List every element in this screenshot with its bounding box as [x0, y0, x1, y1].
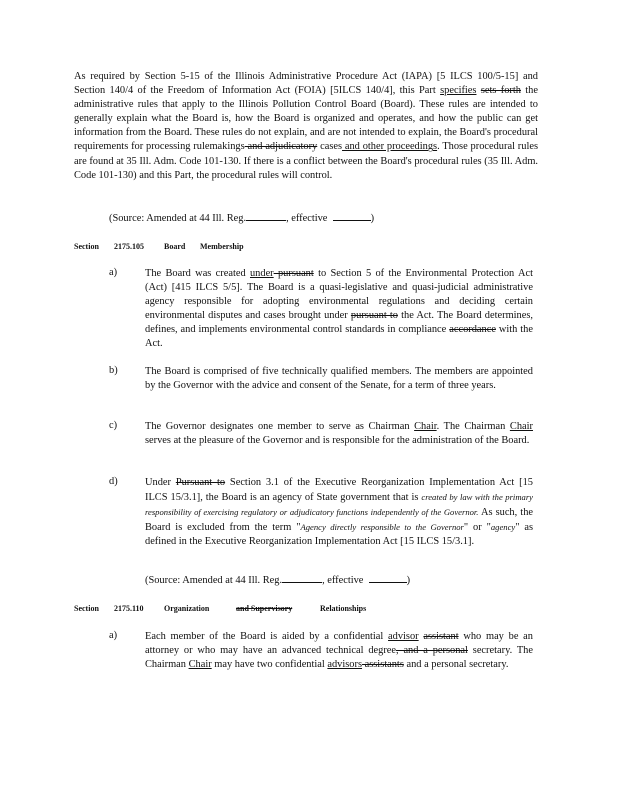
- blank-line: [282, 573, 322, 583]
- statutory-quote: agency: [490, 522, 516, 533]
- deleted-text: pursuant: [273, 268, 314, 279]
- deleted-text: and adjudicatory: [244, 141, 318, 153]
- item-body: The Governor designates one member to serve as Chairman Chair. The Chairman Chair serves at the pleasure of the Governor and is responsible for the administration of the Board.: [145, 421, 533, 447]
- blank-line: [369, 573, 407, 583]
- document-page: As required by Section 5-15 of the Illinois Administrative Procedure Act (IAPA) [5 ILCS 100/5-15] and Section 140/4 of the Freedom of Information Act (FOIA) [5ILCS 140/4], this Part specifies sets forth the administrative rules that apply to the Illinois Pollution Control Board (Board). These rules are intended to generally explain what the Board is, how the Board is organized and operates, and how the public can get information from the Board. These rules do not explain, and are not intended to explain, the Board's procedural requirements for processing rulemakings and adjudicatory cases and other proceedings. Those procedural rules are found at 35 Ill. Adm. Code 101-130. If there is a conflict between the Board's procedural rules (35 Ill. Adm. Code 101-130) and this Part, the procedural rules will control. (Source: Amended at 44 Ill. Reg. , effective ) Section 2175.105 Board Membership a) The Board was created under pursuant to Section 5 of the Environmental Protection Act (Act) [415 ILCS 5/5]. The Board is a quasi-legislative and quasi-judicial administrative agency responsible for adopting environmental regulations and deciding certain environmental disputes and cases brought under pursuant to the Act. The Board determines, defines, and implements environmental control standards in compliance accordance with the Act. b) The Board is comprised of five technically qualified members. The members are appointed by the Governor with the advice and consent of the Senate, for a term of three years. c) The Governor designates one member to serve as Chairman Chair. The Chairman Chair serves at the pleasure of the Governor and is responsible for the administration of the Board. d) Under Pursuant to Section 3.1 of the Executive Reorganization Implementation Act [15 ILCS 15/3.1], the Board is an agency of State government that is created by law with the primary responsibility of exercising regulatory or adjudicatory functions independently of the Governor. As such, the Board is excluded from the term "Agency directly responsible to the Governor" or "agency" as defined in the Executive Reorganization Implementation Act [15 ILCS 15/3.1]. (Source: Amended at 44 Ill. Reg. , effective ) Section 2175.110 Organization and Supervisory Relationships a) Each member of the Board is aided by a confidential advisor assistant who may be an attorney or who may have an advanced technical degree, and a personal secretary. The Chairman Chair may have two confidential advisors assistants and a personal secretary.: [0, 0, 618, 800]
- inserted-text: under: [249, 268, 274, 279]
- source-note: (Source: Amended at 44 Ill. Reg. , effective ): [109, 213, 375, 224]
- inserted-text: Chair: [188, 659, 212, 671]
- item-body: Under Pursuant to Section 3.1 of the Executive Reorganization Implementation Act [15 ILCS 15/3.1], the Board is an agency of State government that is created by law with the primary responsibility of exercising regulatory or adjudicatory functions independently of the Governor. As such, the Board is excluded from the term "Agency directly responsible to the Governor" or "agency" as defined in the Executive Reorganization Implementation Act [15 ILCS 15/3.1].: [145, 477, 534, 548]
- deleted-text: pursuant to: [350, 310, 398, 322]
- item-label: a): [109, 267, 118, 278]
- source-note: (Source: Amended at 44 Ill. Reg. , effective ): [145, 575, 411, 586]
- item-label: a): [109, 630, 118, 641]
- inserted-text: advisors: [327, 659, 363, 671]
- inserted-text: Chair: [509, 421, 533, 432]
- inserted-text: Chair: [414, 421, 437, 432]
- intro-paragraph: As required by Section 5-15 of the Illinois Administrative Procedure Act (IAPA) [5 ILCS 100/5-15] and Section 140/4 of the Freedom of Information Act (FOIA) [5ILCS 140/4], this Part specifies sets forth the administrative rules that apply to the Illinois Pollution Control Board (Board). These rules are intended to generally explain what the Board is, how the Board is organized and operates, and how the public can get information from the Board. These rules do not explain, and are not intended to explain, the Board's procedural requirements for processing rulemakings and adjudicatory cases and other proceedings. Those procedural rules are found at 35 Ill. Adm. Code 101-130. If there is a conflict between the Board's procedural rules (35 Ill. Adm. Code 101-130) and this Part, the procedural rules will control.: [74, 71, 538, 181]
- deleted-text: assistant: [423, 631, 459, 642]
- inserted-text: advisor: [388, 631, 419, 642]
- item-body: The Board was created under pursuant to Section 5 of the Environmental Protection Act (Act) [415 ILCS 5/5]. The Board is a quasi-legislative and quasi-judicial administrative agency responsible for adopting environmental regulations and deciding certain environmental disputes and cases brought under pursuant to the Act. The Board determines, defines, and implements environmental control standards in compliance accordance with the Act.: [145, 268, 533, 350]
- inserted-text: specifies: [440, 85, 477, 97]
- statutory-quote: created by law with the primary responsibility of exercising regulatory or adjudicatory functions independently of the Governor.: [145, 492, 533, 518]
- blank-line: [246, 211, 286, 221]
- deleted-text: Pursuant to: [175, 477, 226, 488]
- deleted-text: accordance: [449, 324, 496, 336]
- deleted-text: , and a personal: [396, 645, 468, 657]
- item-label: d): [109, 476, 118, 487]
- deleted-text: and Supervisory: [236, 604, 293, 613]
- item-label: b): [109, 365, 118, 376]
- blank-line: [333, 211, 371, 221]
- deleted-text: assistants: [362, 659, 404, 671]
- item-body: Each member of the Board is aided by a confidential advisor assistant who may be an attorney or who may have an advanced technical degree, and a personal secretary. The Chairman Chair may have two confidential advisors assistants and a personal secretary.: [145, 631, 533, 671]
- deleted-text: sets forth: [480, 85, 521, 97]
- statutory-quote: Agency directly responsible to the Governor: [300, 522, 464, 533]
- item-body: The Board is comprised of five technically qualified members. The members are appointed by the Governor with the advice and consent of the Senate, for a term of three years.: [145, 366, 533, 392]
- inserted-text: and other proceedings: [342, 141, 438, 153]
- item-label: c): [109, 420, 118, 431]
